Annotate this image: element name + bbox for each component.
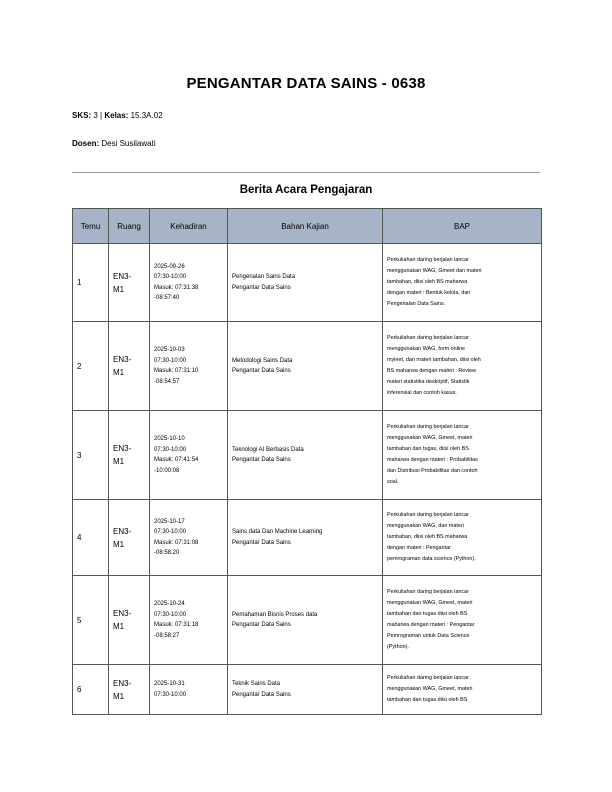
bap-line: Perkuliahan daring berjalan lancar [387,335,469,341]
header-bahan-kajian: Bahan Kajian [228,209,383,244]
bap-line: materi statistika deskriptif, Statistik [387,379,470,385]
kehadiran-line: 07:30-10:00 [154,357,187,364]
bahan-line: Metodologi Sains Data [232,357,293,364]
kehadiran-line: Masuk: 07:41:54 [154,457,199,463]
bahan-line: Pengantar Data Sains [232,691,291,698]
kehadiran-line: 07:30-10:00 [154,274,187,280]
meta-separator: | [100,111,103,120]
bap-line: tambahan dan tugas diisi oleh BS [387,697,468,703]
header-kehadiran: Kehadiran [150,209,228,244]
bap-line: myleet, dan materi tambahan, diisi oleh [387,357,481,363]
bap-line: Pengenalan Data Sains. [387,301,446,307]
bahan-line: Pengenalan Sains Data [232,274,296,280]
kehadiran-line: Masuk: 07:31:08 [154,539,199,546]
kehadiran-line: -08:57:40 [154,295,180,301]
ruang-line: EN3- [113,271,132,281]
cell-temu: 6 [73,665,109,715]
cell-bap [383,500,542,576]
cell-bahan-kajian [228,322,383,411]
bap-line: menggunakan WAG, Gmeet, materi [387,686,473,692]
kehadiran-line: -08:58:20 [154,550,180,556]
cell-bap [383,322,542,411]
kehadiran-line: Masuk: 07:31:10 [154,368,199,374]
bahan-line: Teknologi AI Berbasis Data [232,446,304,453]
bap-line: menggunakan WAG, form online [387,346,466,352]
cell-temu: 5 [73,576,109,665]
divider [72,172,540,173]
kehadiran-line: -08:54:57 [154,378,180,385]
table-row [73,244,542,322]
kehadiran-line: Masuk: 07:31:38 [154,284,199,291]
bap-line: BS maharwa dengan materi : Review [387,368,476,374]
cell-temu: 2 [73,322,109,411]
cell-bahan-kajian [228,576,383,665]
cell-kehadiran [150,665,228,715]
ruang-line: EN3- [113,444,132,453]
bahan-line: Sains data Dan Machine Learning [232,529,323,535]
cell-ruang [109,576,150,665]
table-row [73,322,542,411]
ruang-line: M1 [113,539,125,549]
bap-line: menggunakan WAG, Gmeet, materi [387,435,473,441]
bahan-line: Pengantar Data Sains [232,457,291,463]
bap-line: Perkuliahan daring berjalan lancar [387,675,469,681]
sks-value: 3 [93,111,98,120]
ruang-line: M1 [113,457,125,466]
kehadiran-line: 2025-10-31 [154,681,185,687]
kehadiran-line: -08:58:27 [154,632,180,639]
bap-line: Perkuliahan daring berjalan lancar [387,424,469,430]
kehadiran-line: 2025-09-26 [154,263,185,270]
cell-ruang [109,411,150,500]
cell-temu: 3 [73,411,109,500]
cell-temu: 4 [73,500,109,576]
bap-line: Pemrograman untuk Data Science [387,633,470,639]
course-meta [72,111,163,120]
teaching-record-table [72,208,542,715]
bap-line: tambahan, diisi oleh BS maharwa [387,279,468,285]
bap-line: soal. [387,479,399,485]
ruang-line: EN3- [113,526,132,536]
lecturer-line [72,139,156,148]
cell-bap [383,244,542,322]
bahan-line: Teknik Sains Data [232,681,281,687]
kelas-value: 15.3A.02 [130,111,163,120]
table-header-row [73,209,542,244]
cell-bap [383,576,542,665]
kehadiran-line: 07:30-10:00 [154,529,187,535]
cell-bap [383,665,542,715]
table-row [73,500,542,576]
bap-line: Perkuliahan daring berjalan lancar [387,257,469,263]
kehadiran-line: 2025-10-17 [154,518,185,525]
section-title: Berita Acara Pengajaran [239,184,373,196]
table-row [73,411,542,500]
bap-line: (Python). [387,644,409,650]
cell-bahan-kajian [228,244,383,322]
ruang-line: EN3- [113,355,132,364]
bap-line: tambahan, diisi oleh BS maharwa [387,534,468,540]
bap-line: dan Distribusi Probabilitas dan contoh [387,468,478,474]
bap-line: maharwa dengan materi : Pengantar [387,622,475,628]
ruang-line: EN3- [113,609,132,618]
bap-line: tambahan dan tugas diisi oleh BS [387,611,468,617]
ruang-line: EN3- [113,678,132,688]
dosen-label: Dosen: [72,139,100,148]
bap-line: dengan materi : Pengantar [387,545,451,551]
cell-kehadiran [150,244,228,322]
cell-ruang [109,500,150,576]
cell-kehadiran [150,411,228,500]
ruang-line: M1 [113,368,125,377]
ruang-line: M1 [113,691,125,701]
bahan-line: Pengantar Data Sains [232,539,291,546]
kehadiran-line: Masuk: 07:31:18 [154,622,199,628]
bap-line: tambahan dan tugas, diisi oleh BS [387,446,469,452]
kehadiran-line: -10:00:08 [154,467,180,474]
header-ruang: Ruang [109,209,150,244]
kehadiran-line: 07:30-10:00 [154,691,187,698]
sks-label: SKS: [72,111,92,120]
bahan-line: Pemahaman Bisnis Proses data [232,611,318,618]
bap-line: pemrograman data science (Python). [387,556,476,562]
cell-temu: 1 [73,244,109,322]
header-bap: BAP [383,209,542,244]
table-row [73,576,542,665]
cell-kehadiran [150,576,228,665]
ruang-line: M1 [113,622,125,631]
cell-kehadiran [150,322,228,411]
header-temu: Temu [73,209,109,244]
bap-line: maharwa dengan materi : Probabilitas [387,457,478,463]
cell-ruang [109,665,150,715]
cell-ruang [109,244,150,322]
cell-bap [383,411,542,500]
ruang-line: M1 [113,284,125,294]
cell-kehadiran [150,500,228,576]
kehadiran-line: 2025-10-24 [154,601,185,607]
cell-bahan-kajian [228,500,383,576]
bap-line: menggunakan WAG, Gmeet dan materi [387,268,482,274]
kelas-label: Kelas: [104,111,129,120]
bap-line: menggunakan WAG, Gmeet, materi [387,600,473,606]
bap-line: Perkuliahan daring berjalan lancar [387,512,469,518]
kehadiran-line: 2025-10-10 [154,436,185,442]
cell-bahan-kajian [228,665,383,715]
bap-line: menggunakan WAG, dan materi [387,523,464,529]
course-title: PENGANTAR DATA SAINS - 0638 [186,75,426,92]
kehadiran-line: 07:30-10:00 [154,446,187,453]
kehadiran-line: 07:30-10:00 [154,611,187,618]
bahan-line: Pengantar Data Sains [232,622,291,628]
dosen-value: Desi Susilawati [101,139,156,148]
cell-ruang [109,322,150,411]
bap-line: dengan materi : Bentuk kelola, dan [387,290,471,296]
bap-line: Perkuliahan daring berjalan lancar [387,589,469,595]
kehadiran-line: 2025-10-03 [154,347,185,353]
cell-bahan-kajian [228,411,383,500]
bahan-line: Pengantar Data Sains [232,368,291,374]
table-row [73,665,542,715]
bap-line: inferensial dan contoh kasus. [387,390,457,396]
bahan-line: Pengantar Data Sains [232,284,291,291]
